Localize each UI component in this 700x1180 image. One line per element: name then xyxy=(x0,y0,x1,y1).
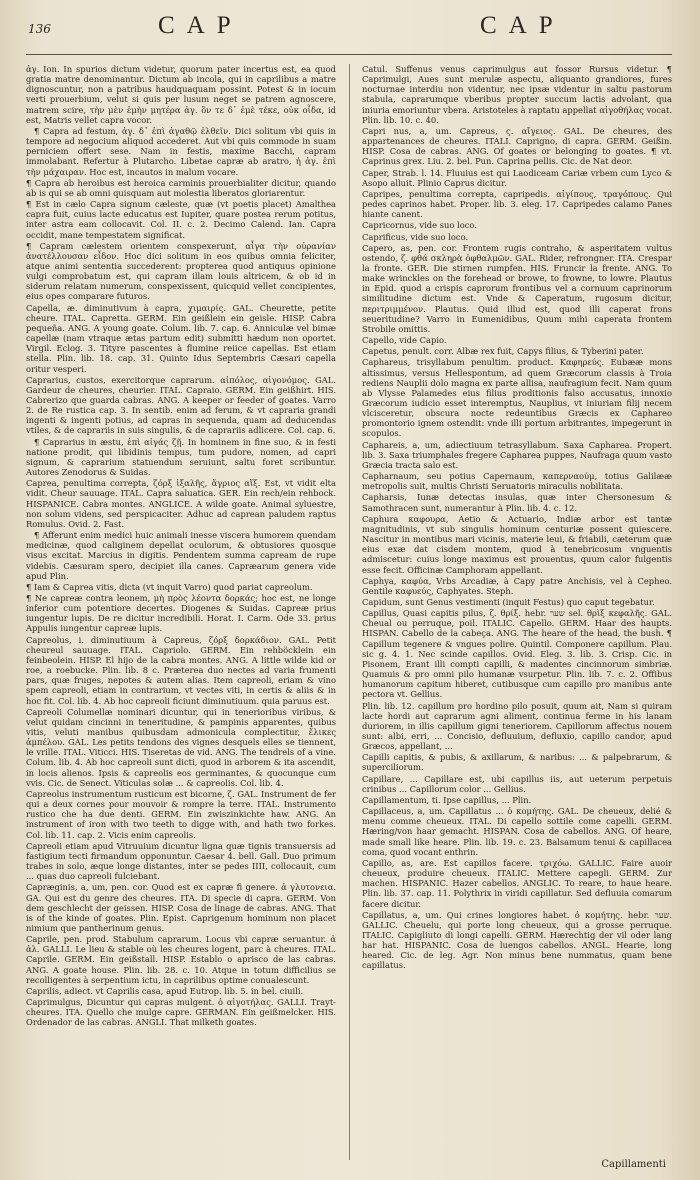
page-number: 136 xyxy=(28,22,51,36)
dictionary-entry: Capillus, Quasi capitis pilus, ζ. θρίξ. hebr. שער sel. θρὶξ κεφαλῆς. GAL. Cheual ou perruque, poil. ITALIC. Capello. GERM. Haar des haupts. HISPAN. Cabello de la cabeça. ANG. The heare of the head, the bush. ¶ Capillum tegenere & vngues polire. Quintil. Componere capillum. Plau. sic g. 4. 1. Nec scinde capillos. Ovid. Eleg. 3. lib. 3. Crisp. Cic. in Pisonem, Erant illi compti capilli, & madentes cincinnorum simbriæ. Quamuis & pro omni pilo humanæ vsurpetur. Plin. lib. 7. c. 2. Offibus humanorum capitum hiberet, cutibusque cum capillo pro manibus ante pectora vt. Gellius. xyxy=(362,608,672,700)
dictionary-entry: Capero, as, pen. cor. Frontem rugis contraho, & asperitatem vultus ostendo, ζ. φθά σκληρὰ ὀφθαλμῶν. GAL. Rider, refrongner. ITA. Crespar la fronte. GER. Die stirnen rumpfen. HIS. Fruncir la frente. ANG. To make wrinckles on the forehead or browe, to frowne, to lowre. Plautus in Epid. quod a crispis caprorum frontibus vel a cornuum caprinorum similitudine dictum est. Vnde & Caperatum, rugosum dicitur, περιτριμμένον. Plautus. Quid illud est, quod illi caperat frons seueritudine? Varro in Eumenidibus, Quum mihi caperata frontem Strobile omittis. xyxy=(362,242,672,334)
dictionary-entry: ¶ Capra ad festum, ἀγ. δ᾽ ἐπὶ ἀγαθῷ ἐλθεῖν. Dici solitum vbi quis in tempore ad negocium aliquod accederet. Aut vbi quis commode in suam perniciem offert sese. Nam in festis, maxime Bacchi, capram immolabant. Refertur à Plutarcho. Libetae capræ ab aratro, ἡ ἀγ. ἐπὶ τὴν μάχαιραν. Hoc est, incautos in malum vocare. xyxy=(26,125,336,177)
dictionary-entry: Capreoli etiam apud Vitruuium dicuntur ligna quæ tignis transuersis ad fastigium tecti firmandum opponuntur. Caesar 4. bell. Gall. Duo primum trabes in solo, æque longe distantes, inter se pedes IIII, collocauit, cum ... quas duo capreoli fulciebant. xyxy=(26,840,336,882)
dictionary-entry: ¶ Capra ab heroibus est heroica carminis prouerbialiter dicitur, quando ab is qui se ab omni quisquam aut molestia liberatos gloriarentur. xyxy=(26,177,336,198)
dictionary-entry: ¶ Afferunt enim medici huic animali inesse viscera humorem quendam medicinæ, quod caliginem depellat oculorum, & obtusiores quosque visus excitat. Marcius in digitis. Pendentem summa capream de rupe videbis. Cæsuram spero, decipiet illa canes. Capræarum genera vide apud Plin. xyxy=(26,530,336,581)
dictionary-entry: Catul. Suffenus venus caprimulgus aut fossor Rursus videtur. ¶ Caprimulgi, Aues sunt merulæ aspectu, aliquanto grandiores, fures nocturnae interdiu non videntur, nec ipsæ videntur in saltu pastorum stabula, caprarumque vberibus propter succum lactis advolant, qua iniuria emoriuntur vbera. Aristoteles à raptatu appellat αἰγοθήλας vocat. Plin. lib. 10. c. 40. xyxy=(362,64,672,125)
dictionary-entry: Caphya, καφύα, Vrbs Arcadiæ, à Capy patre Anchisis, vel à Cepheo. Gentile καφυεύς, Caphyates. Steph. xyxy=(362,575,672,596)
dictionary-entry: Capetus, penult. corr. Albæ rex fuit, Capys filius, & Tyberini pater. xyxy=(362,346,644,357)
dictionary-entry: Caphareis, a, um, adiectiuum tetrasyllabum. Saxa Capharea. Propert. lib. 3. Saxa triumphales fregere Capharea puppes, Naufraga quum vasto Græcia tracta salo est. xyxy=(362,439,672,470)
right-column xyxy=(362,64,672,1164)
running-head xyxy=(0,8,700,48)
dictionary-entry: Capillare, ... Capillare est, ubi capillus iis, aut ueterum perpetuis crinibus ... Capillorum color ... Gellius. xyxy=(362,773,672,794)
dictionary-entry: ¶ Iam & Caprea vitis, dicta (vt inquit Varro) quod pariat capreolum. xyxy=(26,581,313,592)
column-divider xyxy=(349,64,350,1160)
dictionary-entry: Capreolus instrumentum rusticum est bicorne, ζ. GAL. Instrument de fer qui a deux cornes pour mouvoir & rompre la terre. ITAL. Instrumento rustico che ha due denti. GERM. Ein zwiszinkichte haw. ANG. An instrument of iron with two teeth to digge with, and hath two forkes. Col. lib. 11. cap. 2. Vicis enim capreolis. xyxy=(26,788,336,840)
dictionary-entry: Caprificus, vide suo loco. xyxy=(362,231,469,242)
dictionary-entry: Caphura καφουρα, Aetio & Actuario, Indiæ arbor est tantæ magnitudinis, vt sub singulis hominum centuriæ possent quiescere. Nascitur in montibus mari vicinis, materie leui, & friabili, cæterum quæ eius exæ dat cisdem montem, quod à tenebricosum vnguentis admiscetur: cuius longe maximus est prouentus, quum calor fulgentis esse fecit. Officinæ Camphoram appellant. xyxy=(362,513,672,575)
dictionary-entry: Capillamentum, ti. Ipse capillus, ... Plin. xyxy=(362,794,532,805)
dictionary-entry: Capidum, sunt Genus vestimenti (inquit Festus) quo caput tegebatur. xyxy=(362,596,655,607)
dictionary-entry: Caprea, penultima correpta, ζόρξ ἰξαλῆς, ἄγριος αἴξ. Est, vt vidit elta vidit. Cheur sauuage. ITAL. Capra saluatica. GER. Ein rech/ein rehbock. HISPANICE. Cabra montes. ANGLICE. A wilde goate. Animal syluestre, non solum videns, sed perspicaciter. Adhuc ad caprean paludem raptus Romulus. Ovid. 2. Fast. xyxy=(26,478,336,529)
dictionary-entry: Capreolus, i. diminutiuum à Capreus, ζόρξ δορκάδιον. GAL. Petit cheureul sauuage. ITAL. Capriolo. GERM. Ein rehböcklein ein feinbeolein. HISP. El hijo de la cabra montes. ANG. A little wilde kid or roe, a roebucke. Plin. lib. 8 c. Præterea duo nectes ad varia frumenti pars, quæ fruges, nepotes & autem alias. Item capreoli, eriam & vino spem capreoli, etiam in contrarium, vt vectes viti, in certis & aliis & in hoc fit. Col. lib. 4. Ab hoc capreoli ficiunt diminutiuum. quia paruus est. xyxy=(26,634,336,706)
dictionary-entry: Capello, vide Capio. xyxy=(362,335,447,346)
catchword: Capillamenti xyxy=(601,1159,666,1170)
dictionary-entry: Caprimulgus, Dicuntur qui capras mulgent. ὁ αἰγοτήλας. GALLI. Trayt-cheures. ITA. Quello che mulge capre. GERMAN. Ein geißmelcker. HIS. Ordenador de las cabras. ANGLI. That milketh goates. xyxy=(26,997,336,1028)
dictionary-entry: Capræginis, a, um, pen. cor. Quod est ex capræ fi genere. ἀ γλυτονεια. GA. Qui est du genre des cheures. ITA. Di specie di capra. GERM. Von dem geschlecht der geissen. HISP. Cosa de linage de cabras. ANG. That is of the kinde of goates. Plin. Epist. Caprigenum hominum non placet nimium que pantherinum genus. xyxy=(26,882,336,933)
dictionary-entry: Capripes, penultima correpta, capripedis. αἰγίπους, τραγόπους. Qui pedes caprinos habet. Proper. lib. 3. eleg. 17. Capripedes calamo Panes hiante canent. xyxy=(362,188,672,220)
dictionary-entry: Capillatus, a, um. Qui crines longiores habet. ὁ κομήτης. hebr. שער. GALLIC. Cheuelu, qui porte long cheueux, qui a grosse perruque. ITALIC. Capigliuto di longi capelli. GERM. Hærechtig der vil oder lang har hat. HISPANIC. Cosa de luengos cabellos. ANGL. Hearie, long heared. Cic. de leg. Agr. Non minus bene nummatus, quam bene capillatus. xyxy=(362,909,672,971)
dictionary-entry: ἀγ. Ion. In spurios dictum videtur, quorum pater incertus est, ea quod gratia matre denominantur. Dictum ab incola, qui in caprilibus a matre dignoscuntur, non a patribus haudquaquam possint. Potest & in iocum verti prouerbium, velut si quis per lusum neget se patrem agnoscere, matrem scire, τὴν μὲν ἐμὴν μητέρα ἀγ. ὃν τε δ᾽ ἐμὲ τέκε, οὐκ οἶδα, id est, Matris vellet capra vocor. xyxy=(26,64,336,125)
dictionary-entry: Capricornus, vide suo loco. xyxy=(362,220,477,231)
dictionary-entry: ¶ Ne capreæ contra leonem, μὴ πρὸς λέοντα δορκάς; hoc est, ne longe inferior cum potentiore decertes. Diogenes & Suidas. Capreæ prius iungentur lupis. De re dicitur incredibili. Horat. I. Carm. Ode 33. prius Appulis iungentur capreæ lupis. xyxy=(26,592,336,634)
dictionary-entry: Plin. lib. 12. capillum pro hordino pilo posuit, quum ait, Nam si quiram lacte hordi aut caprarum agni aliment, continua ferme in his lanam duriorem, in illis capillum gigni teneriorem. Capillorum affectus nouem sunt: albi, erri, ... Concisio, defluuium, defluxio, capillo candor, apud Græcos, appellant, ... xyxy=(362,700,672,752)
dictionary-entry: Capharnaum, seu potius Capernaum, καπερναούμ, totius Galilææ metropolis suit, multis Christi Seruatoris miraculis nobilitata. xyxy=(362,471,672,492)
dictionary-entry: Capri nus, a, um. Capreus, ς. αἴγειος. GAL. De cheures, des appartenances de cheures. ITALI. Caprigno, di capra. GERM. Geißin. HISP. Cosa de cabras. ANG. Of goates or belonging to goates. ¶ vt. Caprinus grex. Liu. 2. bel. Pun. Caprina pellis. Cic. de Nat deor. xyxy=(362,125,672,167)
dictionary-entry: Caphareus, trisyllabum penultim. product. Καφηρεύς. Eubææ mons altissimus, versus Hellespontum, ad quem Græcorum classis à Troia rediens Nauplii dolo magna ex parte allisa, naufragium fecit. Nam quum ab Vlysse Palamedes eius filius proditionis falso accusatus, innoxio Græcorum iudicio esset interemptus, Nauplius, vt iniuriam filij necem vlcisceretur, obscura nocte redeuntibus Græcis ex Caphareo promontorio ignem ostendit: vnde illi portum arbitrantes, impegerunt in scopulos. xyxy=(362,357,672,439)
running-head-left: CAP xyxy=(158,12,243,39)
dictionary-entry: ¶ Caprarius in æstu, ἐπὶ αἰγάς ζῇ. In hominem in fine suo, & in festi natione prodit, qui libidinis tempus, tum pudore, nomen, ad capri signum, & caprarium statuendum seruiunt, saltu foret scribuntur. Autores Zenodorus & Suidas. xyxy=(26,436,336,478)
dictionary-entry: Caprarius, custos, exercitorque caprarum. αἰπόλος, αἰγονόμος. GAL. Gardeur de cheures, cheurier. ITAL. Capraio. GERM. Ein geißhirt. HIS. Cabrerizo que guarda cabras. ANG. A keeper or feeder of goates. Varro 2. de Re rustica cap. 3. In sentib. enim ad ferum, & vt capraria grandi ingenti & ingenti potius, ad capras in sequenda, quam ad deducendas vtiles, & de caprariis in suis singulis, & de caprariis adlicere. Col. cap. 6. xyxy=(26,374,336,436)
dictionary-entry: ¶ Capram cælestem orientem conspexerunt, αἶγα τὴν οὐρανίαν ἀνατέλλουσαν εἶδον. Hoc dici solitum in eos quibus omnia feliciter, atque animi sententia succederent: propterea quod antiquus opinione vulgi comprobatum est, qui capram illam louis altricem, & ob id in siderum relatam numerum, conspexissent, quicquid vellet concipientes, eius opes comparare futuros. xyxy=(26,240,336,302)
dictionary-entry: Capharsis, Iunæ detectas insulas, quæ inter Chersonesum & Samothracen sunt, numerantur à Plin. lib. 4. c. 12. xyxy=(362,492,672,513)
dictionary-entry: Capreoli Columellæ nominari dicuntur, qui in tenerioribus viribus, & velut quidam cincinni in teneritudine, & pampinis apparentes, quibus vitis, veluti manibus quibusdam admonicula complectitur, ἕλικες ἀμπέλου. GAL. Les petits tendons des vignes desquels elles se tiennent, le vrille. ITAL. Viticci. HIS. Tiseretas de vid. ANG. The tendrels of a vine. Colum. lib. 4. Ab hoc capreoli sunt dicti, quod in arborem & ita ascendit, in locis alienos. Ipsis & capreolis eos germinantes, & quocunque cum vvis. Cic. de Senect. Viticulas solæ ... & capreolis. Col. lib. 4. xyxy=(26,706,336,788)
dictionary-entry: Capilli capitis, & pubis, & axillarum, & naribus: ... & palpebrarum, & superciliorum. xyxy=(362,752,672,773)
dictionary-entry: Caper, Strab. l. 14. Fluuius est qui Laodiceam Cariæ vrbem cum Lyco & Asopo alluit. Plinio Caprus dicitur. xyxy=(362,167,672,188)
dictionary-entry: Capillo, as, are. Est capillos facere. τριχόω. GALLIC. Faire auoir cheueux, produire cheueux. ITALIC. Mettere capegli. GERM. Zur machen. HISPANIC. Hazer cabellos. ANGLIC. To reare, to haue heare. Plin. lib. 37. cap. 11. Polythrix in viridi capillatur. Sed defluuia comarum facere dicitur. xyxy=(362,857,672,909)
dictionary-entry: ¶ Est in cælo Capra signum cæleste, quæ (vt poetis placet) Amalthea capra fuit, cuius lacte educatus est Iupiter, quare postea rerum potitus, inter astra eam collocavit. Col. II. c. 2. Decimo Calend. Ian. Capra occidit, mane tempestatem significat. xyxy=(26,199,336,240)
dictionary-entry: Capillaceus, a, um. Capillatus ... ὁ κομήτης. GAL. De cheueux, delié & menu comme cheueux. ITAL. Di capello sottile come capelli. GERM. Hæring/von haar gemacht. HISPAN. Cosa de cabellos. ANG. Of heare, made small like heare. Plin. lib. 19. c. 23. Balsamum tenui & capillacea coma, quod vocant enthrin. xyxy=(362,806,672,857)
dictionary-entry: Capella, æ. diminutivum à capra, χιμαιρίς. GAL. Cheurette, petite cheure. ITAL. Capretta. GERM. Ein geißlein ein geisle. HISP. Cabra pequeña. ANG. A young goate. Colum. lib. 7. cap. 6. Anniculæ vel bimæ capellæ (nam vtraque ætas partum edit) submitti hædum non oportet. Virgil. Eclog. 3. Tityre pascentes à flumine reiice capellas. Est etiam stella. Plin. lib. 18. cap. 31. Quinto Idus Septembris Cæsari capella oritur vesperi. xyxy=(26,302,336,374)
dictionary-entry: Caprile, pen. prod. Stabulum caprarum. Locus vbi capræ seruantur. ἀ ἀλ. GALLI. Le lieu & stable où les cheures logent, parc à cheures. ITAL. Caprile. GERM. Ein geißstall. HISP. Establo o aprisco de las cabras. ANG. A goate house. Plin. lib. 28. c. 10. Atque in totum difficilius se recolligentes à serpentium ictu, in caprilibus optime conualescunt. xyxy=(26,934,336,985)
left-column xyxy=(26,64,336,1164)
running-head-right: CAP xyxy=(480,12,565,39)
dictionary-entry: Caprilis, adiect. vt Caprilis casa, apud Eutrop. lib. 5. in bel. ciuili. xyxy=(26,985,304,996)
header-rule xyxy=(26,54,672,55)
